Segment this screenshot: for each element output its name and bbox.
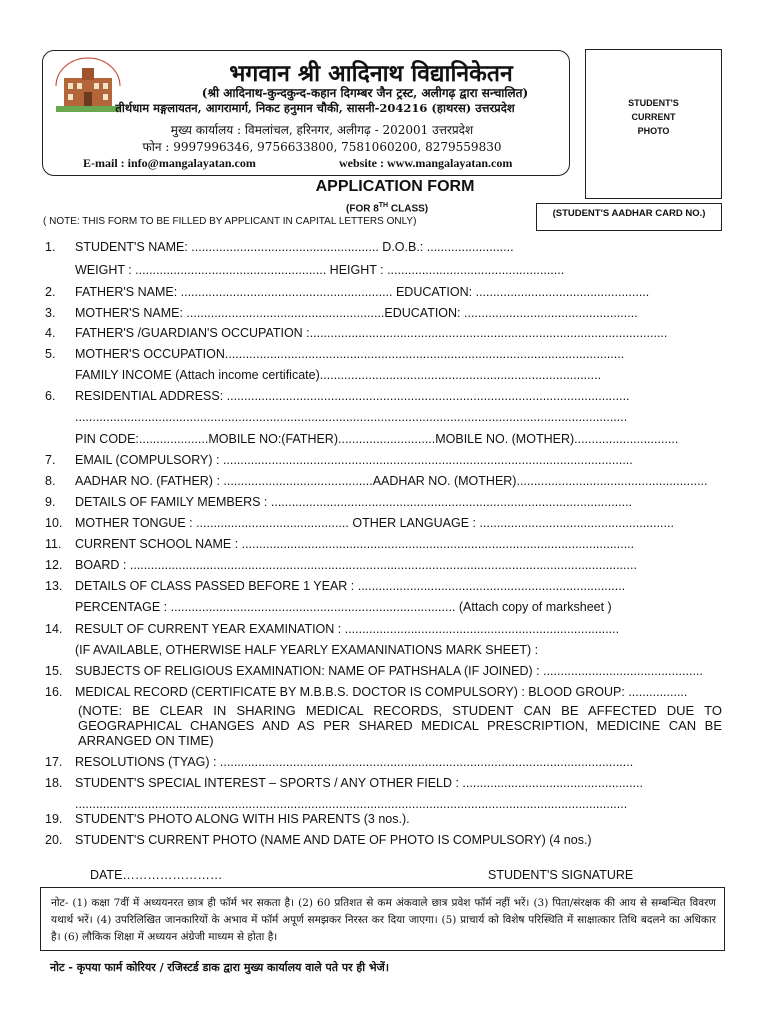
form-field-line[interactable]: FATHER'S /GUARDIAN'S OCCUPATION :....................................................................................................... bbox=[75, 326, 668, 340]
form-field-line[interactable]: FATHER'S NAME: ............................................................. EDUCATION: .................................................. bbox=[75, 285, 650, 299]
rules-note-box bbox=[40, 887, 725, 951]
form-field-line[interactable]: EMAIL (COMPULSORY) : ...................................................................................................................... bbox=[75, 453, 633, 467]
form-field-line[interactable]: (IF AVAILABLE, OTHERWISE HALF YEARLY EXAMANINATIONS MARK SHEET) : bbox=[75, 643, 539, 657]
office-line: मुख्य कार्यालय : विमलांचल, हरिनगर, अलीगढ़ - 202001 उत्तरप्रदेश bbox=[170, 123, 474, 137]
item-number: 6. bbox=[45, 389, 56, 403]
medical-note: (NOTE: BE CLEAR IN SHARING MEDICAL RECORDS, STUDENT CAN BE AFFECTED DUE TO GEOGRAPHICAL CHANGES AND AS PER SHARED MEDICAL PRESCRIPTION, MEDICINE CAN BE ARRANGED ON TIME) bbox=[78, 703, 722, 748]
item-number: 16. bbox=[45, 685, 63, 699]
item-number: 8. bbox=[45, 474, 56, 488]
form-field-line[interactable]: WEIGHT : ....................................................... HEIGHT : ................................................... bbox=[75, 263, 565, 277]
postal-note: नोट - कृपया फार्म कोरियर / रजिस्टर्ड डाक द्वारा मुख्य कार्यालय वाले पते पर ही भेजें। bbox=[50, 961, 390, 974]
email-line: E-mail : info@mangalayatan.com bbox=[83, 156, 256, 170]
form-field-line[interactable]: ............................................................................................................................................................... bbox=[75, 797, 628, 811]
item-number: 18. bbox=[45, 776, 63, 790]
item-number: 15. bbox=[45, 664, 63, 678]
photo-label-2: CURRENT bbox=[631, 112, 676, 122]
item-number: 20. bbox=[45, 833, 63, 847]
form-field-line[interactable]: DETAILS OF CLASS PASSED BEFORE 1 YEAR : ............................................................................. bbox=[75, 579, 626, 593]
form-field-line[interactable]: BOARD : .................................................................................................................................................. bbox=[75, 558, 637, 572]
photo-label-3: PHOTO bbox=[637, 126, 670, 136]
form-field-line[interactable]: PERCENTAGE : .................................................................................. (Attach copy of marksheet ) bbox=[75, 600, 612, 614]
form-field-line[interactable]: CURRENT SCHOOL NAME : ................................................................................................................. bbox=[75, 537, 635, 551]
photo-label-1: STUDENT'S bbox=[628, 98, 679, 108]
student-signature-label: STUDENT'S SIGNATURE bbox=[488, 868, 634, 882]
form-field-line[interactable]: DETAILS OF FAMILY MEMBERS : ........................................................................................................ bbox=[75, 495, 633, 509]
item-number: 4. bbox=[45, 326, 56, 340]
form-field-line[interactable]: SUBJECTS OF RELIGIOUS EXAMINATION: NAME OF PATHSHALA (IF JOINED) : .............................................. bbox=[75, 664, 703, 678]
form-field-line[interactable]: STUDENT'S CURRENT PHOTO (NAME AND DATE OF PHOTO IS COMPULSORY) (4 nos.) bbox=[75, 833, 592, 847]
capital-letters-note: ( NOTE: THIS FORM TO BE FILLED BY APPLICANT IN CAPITAL LETTERS ONLY) bbox=[43, 216, 417, 227]
trust-line: (श्री आदिनाथ-कुन्दकुन्द-कहान दिगम्बर जैन ट्रस्ट, अलीगढ़ द्वारा सन्चालित) bbox=[201, 86, 529, 100]
item-number: 14. bbox=[45, 622, 63, 636]
address-line: तीर्थधाम मङ्गलायतन, आगरामार्ग, निकट हनुमान चौकी, सासनी-204216 (हाथरस) उत्तरप्रदेश bbox=[115, 101, 515, 115]
student-photo-box bbox=[585, 49, 722, 199]
item-number: 12. bbox=[45, 558, 63, 572]
form-field-line[interactable]: MOTHER'S OCCUPATION................................................................................................................... bbox=[75, 347, 625, 361]
form-field-line[interactable]: RESULT OF CURRENT YEAR EXAMINATION : ............................................................................... bbox=[75, 622, 620, 636]
item-number: 9. bbox=[45, 495, 56, 509]
form-field-line[interactable]: RESIDENTIAL ADDRESS: .................................................................................................................... bbox=[75, 389, 630, 403]
item-number: 7. bbox=[45, 453, 56, 467]
item-number: 3. bbox=[45, 306, 56, 320]
form-field-line[interactable]: FAMILY INCOME (Attach income certificate)................................................................................. bbox=[75, 368, 602, 382]
item-number: 1. bbox=[45, 240, 56, 254]
form-field-line[interactable]: STUDENT'S NAME: ...................................................... D.O.B.: ......................... bbox=[75, 240, 514, 254]
item-number: 5. bbox=[45, 347, 56, 361]
website-line: website : www.mangalayatan.com bbox=[339, 156, 513, 170]
item-number: 13. bbox=[45, 579, 63, 593]
item-number: 11. bbox=[45, 537, 62, 551]
form-field-line[interactable]: STUDENT'S SPECIAL INTEREST – SPORTS / ANY OTHER FIELD : .................................................... bbox=[75, 776, 644, 790]
item-number: 17. bbox=[45, 755, 63, 769]
form-field-line[interactable]: MOTHER TONGUE : ............................................ OTHER LANGUAGE : ........................................................ bbox=[75, 516, 674, 530]
form-field-line[interactable]: AADHAR NO. (FATHER) : ...........................................AADHAR NO. (MOTHER)....................................................... bbox=[75, 474, 708, 488]
school-title: भगवान श्री आदिनाथ विद्यानिकेतन bbox=[229, 60, 513, 87]
form-field-line[interactable]: ............................................................................................................................................................... bbox=[75, 410, 628, 424]
phone-line: फोन : 9997996346, 9756633800, 7581060200, 8279559830 bbox=[142, 140, 502, 154]
item-number: 19. bbox=[45, 812, 63, 826]
date-field: DATE…………………… bbox=[90, 868, 223, 882]
rules-note-text: नोट- (1) कक्षा 7वीं में अध्ययनरत छात्र ही फॉर्म भर सकता है। (2) 60 प्रतिशत से कम अंकवाले छात्र प्रवेश फॉर्म नहीं भरें। (3) पिता/संरक्षक की आय से सम्बन्धित विवरण यथार्थ भरें। (4) उपरिलिखित जानकारियों के अभाव में फॉर्म अपूर्ण समझकर निरस्त कर दिया जाएगा। (5) प्राचार्य को विशेष परिस्थिति में साक्षात्कार तिथि बदलने का अधिकार है। (6) लौकिक शिक्षा में अध्ययन अंग्रेजी माध्यम से होता है। bbox=[51, 897, 716, 943]
for-class-label: (FOR 8TH CLASS) bbox=[346, 202, 429, 215]
form-field-line[interactable]: PIN CODE:....................MOBILE NO:(FATHER)............................MOBILE NO. (MOTHER).............................. bbox=[75, 432, 679, 446]
aadhar-box: (STUDENT'S AADHAR CARD NO.) bbox=[536, 203, 722, 231]
form-field-line[interactable]: RESOLUTIONS (TYAG) : ....................................................................................................................... bbox=[75, 755, 634, 769]
item-number: 10. bbox=[45, 516, 63, 530]
form-field-line[interactable]: MOTHER'S NAME: .........................................................EDUCATION: .................................................. bbox=[75, 306, 638, 320]
form-field-line[interactable]: MEDICAL RECORD (CERTIFICATE BY M.B.B.S. DOCTOR IS COMPULSORY) : BLOOD GROUP: ................. bbox=[75, 685, 688, 699]
form-title: APPLICATION FORM bbox=[315, 178, 475, 195]
form-field-line[interactable]: STUDENT'S PHOTO ALONG WITH HIS PARENTS (3 nos.). bbox=[75, 812, 410, 826]
item-number: 2. bbox=[45, 285, 56, 299]
